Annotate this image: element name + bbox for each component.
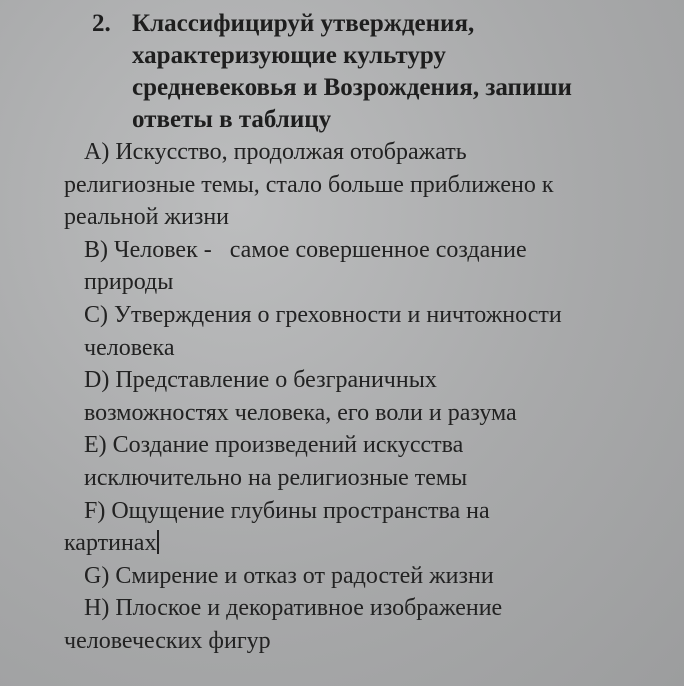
statement-b-cont: природы: [84, 269, 174, 296]
statement-letter: F): [84, 497, 106, 524]
statement-list: [64, 136, 562, 658]
statement-f-cont: картинах: [64, 527, 562, 560]
statement-g: G) Смирение и отказ от радостей жизни: [84, 562, 494, 589]
statement-a-cont: религиозные темы, стало больше приближено к: [64, 171, 554, 198]
statement-b: B) Человек - самое совершенное создание: [84, 236, 527, 263]
statement-d: D) Представление о безграничных: [84, 367, 437, 394]
statement-e: E) Создание произведений искусства: [84, 432, 464, 459]
statement-e-cont: исключительно на религиозные темы: [84, 464, 468, 491]
statement-letter: C): [84, 301, 108, 328]
statement-c: C) Утверждения о греховности и ничтожности: [84, 301, 562, 328]
statement-letter: A): [84, 139, 110, 165]
task-number: 2.: [92, 10, 111, 37]
statement-letter: D): [84, 367, 110, 394]
text-cursor: [157, 530, 159, 554]
statement-h: H) Плоское и декоративное изображение: [84, 595, 503, 622]
statement-f: F) Ощущение глубины пространства на: [84, 497, 490, 524]
statement-letter: B): [84, 236, 108, 263]
task-title-line: ответы в таблицу: [132, 106, 332, 133]
statement-c-cont: человека: [84, 334, 175, 361]
statement-a: A) Искусство, продолжая отображать: [84, 139, 467, 165]
task-heading: [92, 8, 572, 136]
statement-a-cont: реальной жизни: [64, 204, 230, 231]
statement-letter: E): [84, 432, 107, 459]
statement-letter: H): [84, 595, 110, 622]
statement-d-cont: возможностях человека, его воли и разума: [84, 399, 517, 426]
task-title-line: характеризующие культуру: [132, 42, 446, 69]
statement-h-cont: человеческих фигур: [64, 627, 271, 654]
task-title-line: средневековья и Возрождения, запиши: [132, 74, 572, 101]
task-title-line: 2. Классифицируй утверждения,: [92, 8, 572, 40]
statement-letter: G): [84, 562, 110, 589]
